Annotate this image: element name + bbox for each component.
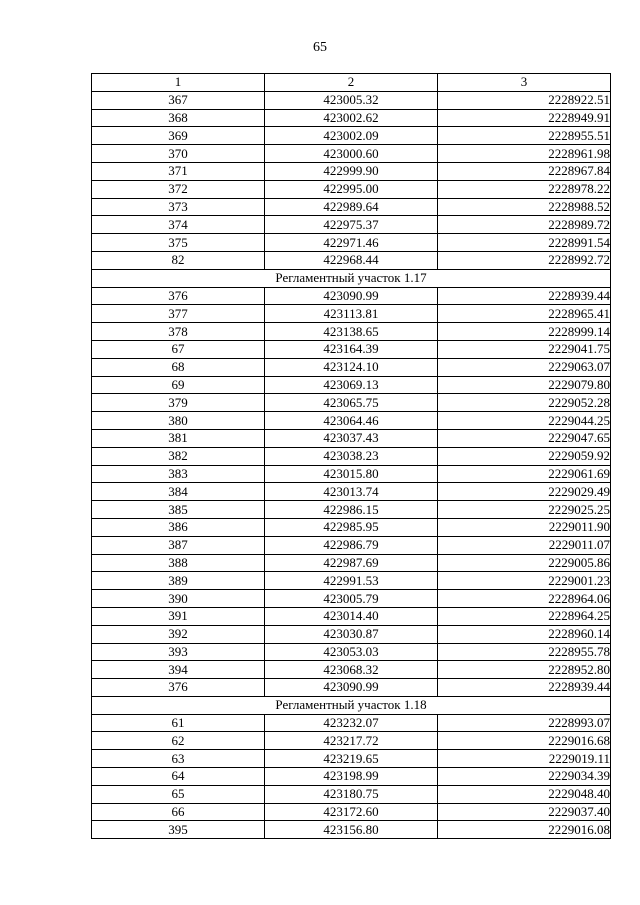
table-row <box>92 447 611 465</box>
x-coordinate-cell: 423014.40 <box>265 607 438 625</box>
section-title: Регламентный участок 1.18 <box>92 696 611 714</box>
point-number-cell: 390 <box>92 590 265 608</box>
y-coordinate-cell: 2229016.68 <box>438 732 611 750</box>
table-row <box>92 643 611 661</box>
x-coordinate-cell: 422971.46 <box>265 234 438 252</box>
table-row <box>92 180 611 198</box>
y-coordinate-cell: 2229059.92 <box>438 447 611 465</box>
point-number-cell: 67 <box>92 340 265 358</box>
table-row <box>92 785 611 803</box>
y-coordinate-cell: 2229061.69 <box>438 465 611 483</box>
y-coordinate-cell: 2228922.51 <box>438 91 611 109</box>
point-number-cell: 64 <box>92 768 265 786</box>
x-coordinate-cell: 423000.60 <box>265 145 438 163</box>
point-number-cell: 393 <box>92 643 265 661</box>
y-coordinate-cell: 2228991.54 <box>438 234 611 252</box>
y-coordinate-cell: 2228965.41 <box>438 305 611 323</box>
y-coordinate-cell: 2228993.07 <box>438 714 611 732</box>
point-number-cell: 381 <box>92 429 265 447</box>
point-number-cell: 61 <box>92 714 265 732</box>
table-row <box>92 251 611 269</box>
x-coordinate-cell: 423068.32 <box>265 661 438 679</box>
table-row <box>92 661 611 679</box>
section-title: Регламентный участок 1.17 <box>92 269 611 287</box>
y-coordinate-cell: 2229063.07 <box>438 358 611 376</box>
x-coordinate-cell: 423217.72 <box>265 732 438 750</box>
y-coordinate-cell: 2228949.91 <box>438 109 611 127</box>
x-coordinate-cell: 423065.75 <box>265 394 438 412</box>
x-coordinate-cell: 423037.43 <box>265 429 438 447</box>
point-number-cell: 392 <box>92 625 265 643</box>
header-col-2: 2 <box>265 74 438 92</box>
table-row <box>92 803 611 821</box>
x-coordinate-cell: 423038.23 <box>265 447 438 465</box>
y-coordinate-cell: 2229016.08 <box>438 821 611 839</box>
point-number-cell: 394 <box>92 661 265 679</box>
y-coordinate-cell: 2228992.72 <box>438 251 611 269</box>
y-coordinate-cell: 2228952.80 <box>438 661 611 679</box>
table-row <box>92 607 611 625</box>
y-coordinate-cell: 2229011.90 <box>438 518 611 536</box>
point-number-cell: 63 <box>92 750 265 768</box>
point-number-cell: 370 <box>92 145 265 163</box>
table-row <box>92 732 611 750</box>
table-row <box>92 429 611 447</box>
y-coordinate-cell: 2228960.14 <box>438 625 611 643</box>
table-row <box>92 109 611 127</box>
y-coordinate-cell: 2228999.14 <box>438 323 611 341</box>
table-row <box>92 127 611 145</box>
section-header-row <box>92 696 611 714</box>
point-number-cell: 385 <box>92 501 265 519</box>
point-number-cell: 371 <box>92 162 265 180</box>
y-coordinate-cell: 2229079.80 <box>438 376 611 394</box>
table-row <box>92 287 611 305</box>
x-coordinate-cell: 423156.80 <box>265 821 438 839</box>
point-number-cell: 375 <box>92 234 265 252</box>
x-coordinate-cell: 423053.03 <box>265 643 438 661</box>
point-number-cell: 388 <box>92 554 265 572</box>
table-row <box>92 625 611 643</box>
x-coordinate-cell: 422986.15 <box>265 501 438 519</box>
point-number-cell: 374 <box>92 216 265 234</box>
point-number-cell: 65 <box>92 785 265 803</box>
x-coordinate-cell: 423005.32 <box>265 91 438 109</box>
x-coordinate-cell: 423013.74 <box>265 483 438 501</box>
y-coordinate-cell: 2228939.44 <box>438 679 611 697</box>
table-row <box>92 768 611 786</box>
x-coordinate-cell: 422999.90 <box>265 162 438 180</box>
point-number-cell: 380 <box>92 412 265 430</box>
x-coordinate-cell: 422986.79 <box>265 536 438 554</box>
x-coordinate-cell: 423124.10 <box>265 358 438 376</box>
y-coordinate-cell: 2228988.52 <box>438 198 611 216</box>
table-row <box>92 145 611 163</box>
y-coordinate-cell: 2228955.78 <box>438 643 611 661</box>
x-coordinate-cell: 422989.64 <box>265 198 438 216</box>
point-number-cell: 367 <box>92 91 265 109</box>
table-row <box>92 518 611 536</box>
point-number-cell: 372 <box>92 180 265 198</box>
y-coordinate-cell: 2229029.49 <box>438 483 611 501</box>
table-row <box>92 216 611 234</box>
x-coordinate-cell: 422975.37 <box>265 216 438 234</box>
point-number-cell: 373 <box>92 198 265 216</box>
table-row <box>92 465 611 483</box>
table-row <box>92 340 611 358</box>
table-row <box>92 234 611 252</box>
x-coordinate-cell: 423015.80 <box>265 465 438 483</box>
point-number-cell: 376 <box>92 287 265 305</box>
y-coordinate-cell: 2228964.06 <box>438 590 611 608</box>
table-row <box>92 323 611 341</box>
point-number-cell: 386 <box>92 518 265 536</box>
table-row <box>92 162 611 180</box>
y-coordinate-cell: 2228939.44 <box>438 287 611 305</box>
point-number-cell: 369 <box>92 127 265 145</box>
table-row <box>92 394 611 412</box>
y-coordinate-cell: 2229041.75 <box>438 340 611 358</box>
table-row <box>92 305 611 323</box>
y-coordinate-cell: 2229048.40 <box>438 785 611 803</box>
x-coordinate-cell: 423069.13 <box>265 376 438 394</box>
table-row <box>92 750 611 768</box>
x-coordinate-cell: 423198.99 <box>265 768 438 786</box>
point-number-cell: 376 <box>92 679 265 697</box>
x-coordinate-cell: 423030.87 <box>265 625 438 643</box>
y-coordinate-cell: 2228964.25 <box>438 607 611 625</box>
x-coordinate-cell: 423172.60 <box>265 803 438 821</box>
table-row <box>92 198 611 216</box>
x-coordinate-cell: 422991.53 <box>265 572 438 590</box>
x-coordinate-cell: 422968.44 <box>265 251 438 269</box>
y-coordinate-cell: 2229037.40 <box>438 803 611 821</box>
x-coordinate-cell: 422987.69 <box>265 554 438 572</box>
point-number-cell: 389 <box>92 572 265 590</box>
y-coordinate-cell: 2229052.28 <box>438 394 611 412</box>
table-header <box>92 74 611 92</box>
y-coordinate-cell: 2229005.86 <box>438 554 611 572</box>
point-number-cell: 378 <box>92 323 265 341</box>
y-coordinate-cell: 2229001.23 <box>438 572 611 590</box>
table-row <box>92 572 611 590</box>
x-coordinate-cell: 423005.79 <box>265 590 438 608</box>
table-row <box>92 412 611 430</box>
table-row <box>92 679 611 697</box>
y-coordinate-cell: 2228978.22 <box>438 180 611 198</box>
point-number-cell: 69 <box>92 376 265 394</box>
x-coordinate-cell: 423164.39 <box>265 340 438 358</box>
table-row <box>92 590 611 608</box>
x-coordinate-cell: 423219.65 <box>265 750 438 768</box>
y-coordinate-cell: 2229044.25 <box>438 412 611 430</box>
point-number-cell: 68 <box>92 358 265 376</box>
section-header-row <box>92 269 611 287</box>
y-coordinate-cell: 2228967.84 <box>438 162 611 180</box>
y-coordinate-cell: 2228955.51 <box>438 127 611 145</box>
x-coordinate-cell: 423064.46 <box>265 412 438 430</box>
x-coordinate-cell: 423180.75 <box>265 785 438 803</box>
point-number-cell: 368 <box>92 109 265 127</box>
table-row <box>92 536 611 554</box>
table-row <box>92 91 611 109</box>
page-number: 65 <box>313 40 327 55</box>
y-coordinate-cell: 2229047.65 <box>438 429 611 447</box>
y-coordinate-cell: 2228961.98 <box>438 145 611 163</box>
table-row <box>92 821 611 839</box>
x-coordinate-cell: 423113.81 <box>265 305 438 323</box>
y-coordinate-cell: 2229034.39 <box>438 768 611 786</box>
point-number-cell: 387 <box>92 536 265 554</box>
point-number-cell: 382 <box>92 447 265 465</box>
coordinates-table <box>91 73 611 839</box>
table-body <box>92 91 611 838</box>
point-number-cell: 384 <box>92 483 265 501</box>
y-coordinate-cell: 2229025.25 <box>438 501 611 519</box>
table-row <box>92 358 611 376</box>
table-row <box>92 501 611 519</box>
point-number-cell: 82 <box>92 251 265 269</box>
x-coordinate-cell: 423138.65 <box>265 323 438 341</box>
point-number-cell: 379 <box>92 394 265 412</box>
point-number-cell: 383 <box>92 465 265 483</box>
table-row <box>92 714 611 732</box>
point-number-cell: 62 <box>92 732 265 750</box>
x-coordinate-cell: 423002.62 <box>265 109 438 127</box>
x-coordinate-cell: 423002.09 <box>265 127 438 145</box>
point-number-cell: 66 <box>92 803 265 821</box>
x-coordinate-cell: 423090.99 <box>265 287 438 305</box>
point-number-cell: 391 <box>92 607 265 625</box>
header-col-1: 1 <box>92 74 265 92</box>
table-row <box>92 554 611 572</box>
x-coordinate-cell: 423090.99 <box>265 679 438 697</box>
header-col-3: 3 <box>438 74 611 92</box>
x-coordinate-cell: 423232.07 <box>265 714 438 732</box>
y-coordinate-cell: 2229011.07 <box>438 536 611 554</box>
y-coordinate-cell: 2228989.72 <box>438 216 611 234</box>
point-number-cell: 395 <box>92 821 265 839</box>
table-row <box>92 376 611 394</box>
y-coordinate-cell: 2229019.11 <box>438 750 611 768</box>
x-coordinate-cell: 422995.00 <box>265 180 438 198</box>
x-coordinate-cell: 422985.95 <box>265 518 438 536</box>
header-row <box>92 74 611 92</box>
table-row <box>92 483 611 501</box>
point-number-cell: 377 <box>92 305 265 323</box>
